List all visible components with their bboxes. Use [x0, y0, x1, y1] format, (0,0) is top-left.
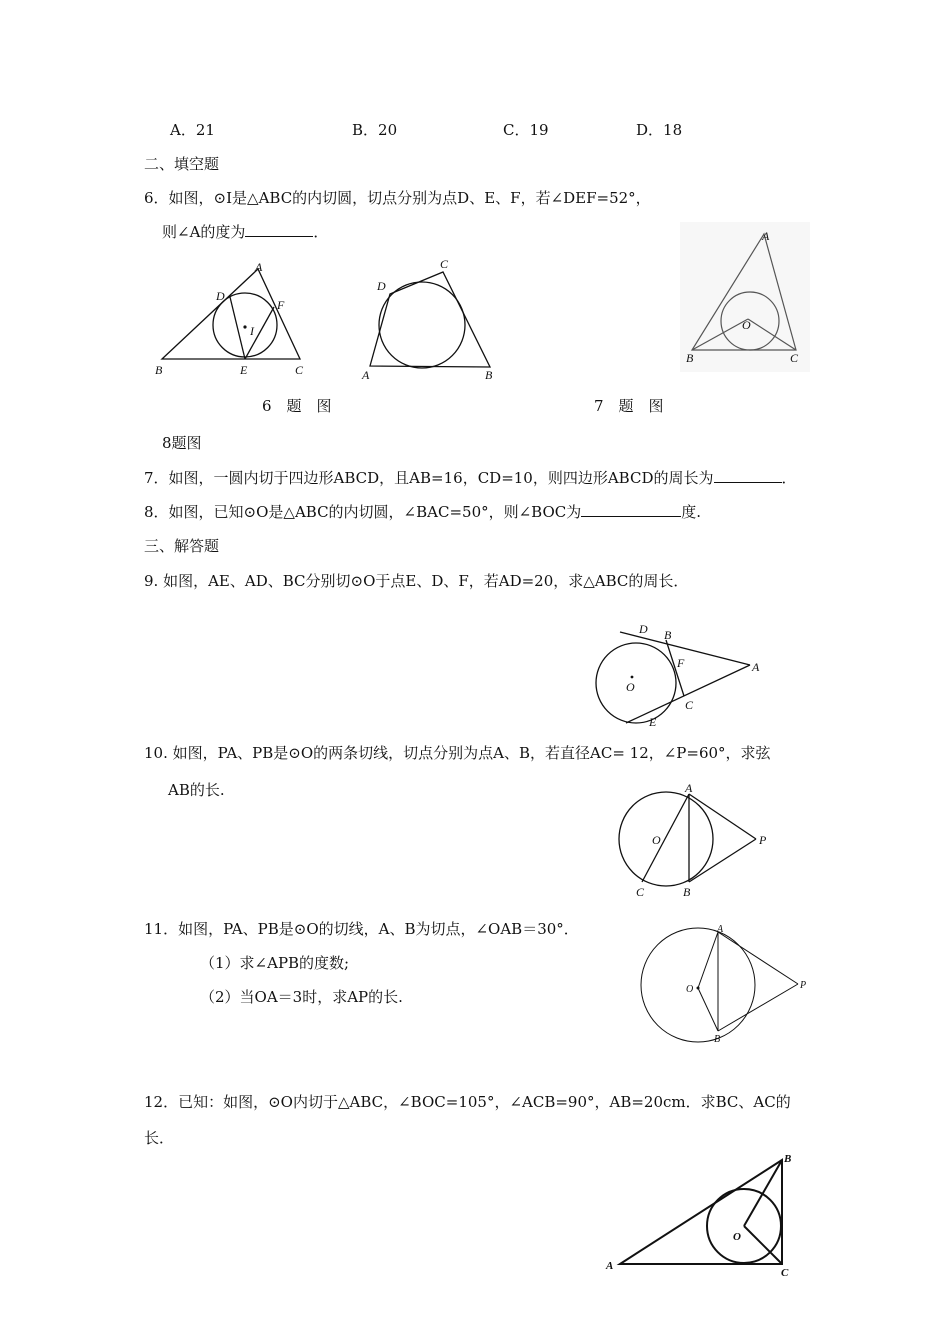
fig11-tangent-pa — [718, 932, 798, 984]
fig6a-label-i: I — [250, 324, 254, 338]
fig10-label-o: O — [652, 833, 661, 847]
figure-11 — [630, 918, 820, 1050]
fig10-circle — [619, 792, 713, 886]
q10-line1: 10. 如图，PA、PB是⊙O的两条切线，切点分别为点A、B，若直径AC= 12，∠P=60°，求弦 — [144, 744, 771, 762]
figure-10 — [610, 782, 780, 902]
q12-line2: 长． — [144, 1129, 175, 1147]
fig9-center-dot — [631, 676, 634, 679]
option-b: B．20 — [352, 121, 398, 139]
fig11-label-b: B — [714, 1034, 721, 1045]
fig6a-label-b: B — [155, 363, 163, 377]
fig10-tangent-pa — [689, 794, 756, 839]
q11-line1: 11．如图，PA、PB是⊙O的切线，A、B为切点，∠OAB＝30°． — [144, 920, 579, 938]
fig9-label-c: C — [685, 698, 694, 712]
fig8-label-b: B — [686, 351, 694, 365]
fig9-label-f: F — [677, 656, 685, 670]
q12-line1: 12．已知：如图，⊙O内切于△ABC，∠BOC=105°，∠ACB=90°，AB=20cm．求BC、AC的 — [144, 1093, 791, 1111]
fig12-label-b: B — [784, 1153, 792, 1165]
option-c: C．19 — [503, 121, 549, 139]
q7-answer-blank — [714, 468, 782, 483]
fig9-label-o: O — [626, 680, 635, 694]
option-d: D．18 — [636, 121, 683, 139]
fig6a-label-d: D — [216, 289, 225, 303]
q8-answer-blank — [581, 502, 681, 517]
fig10-label-p: P — [759, 833, 767, 847]
figure-6a — [150, 255, 320, 380]
fig8-caption: 8题图 — [162, 434, 202, 452]
section-fill-heading: 二、填空题 — [144, 155, 220, 173]
q10-line2: AB的长. — [168, 781, 225, 799]
fig12-triangle — [620, 1160, 782, 1264]
fig9-circle — [596, 643, 676, 723]
fig9-label-e: E — [649, 715, 657, 729]
fig12-line-ob — [744, 1160, 782, 1226]
fig9-label-a: A — [752, 660, 760, 674]
fig7-quadrilateral — [370, 272, 490, 367]
fig7-incircle — [379, 282, 465, 368]
fig10-diameter-ac — [642, 794, 689, 882]
q6-line2-text: 则∠A的度为 — [162, 223, 246, 241]
fig10-label-c: C — [636, 885, 645, 899]
fig6a-label-f: F — [277, 298, 285, 312]
fig11-label-p: P — [800, 980, 807, 991]
fig6a-label-c: C — [295, 363, 304, 377]
fig7-label-d: D — [377, 279, 386, 293]
fig11-label-a: A — [717, 924, 724, 935]
fig11-tangent-pb — [718, 984, 798, 1031]
fig8-label-a: A — [762, 229, 770, 243]
option-a: A．21 — [170, 121, 215, 139]
q11-part1: （1）求∠APB的度数; — [200, 954, 350, 972]
fig6a-center-dot — [243, 325, 246, 328]
fig6a-label-a: A — [255, 260, 263, 274]
fig12-label-o: O — [733, 1231, 741, 1243]
figure-12 — [600, 1150, 805, 1280]
section-solve-heading: 三、解答题 — [144, 537, 220, 555]
fig7-label-c: C — [440, 257, 449, 271]
fig11-center-dot — [697, 987, 700, 990]
q7-end: ． — [781, 469, 797, 487]
fig6a-line-de — [230, 297, 245, 359]
figure-9 — [590, 615, 770, 735]
fig9-tangent-ad — [620, 632, 750, 665]
figure-8 — [680, 222, 810, 372]
fig7-label-b: B — [485, 368, 493, 382]
fig6a-label-e: E — [240, 363, 248, 377]
figure-7 — [355, 255, 505, 385]
fig7-label-a: A — [362, 368, 370, 382]
fig8-label-o: O — [742, 318, 751, 332]
fig9-label-d: D — [639, 622, 648, 636]
q9-text: 9. 如图，AE、AD、BC分别切⊙O于点E、D、F，若AD=20，求△ABC的周长． — [144, 572, 689, 590]
fig8-label-c: C — [790, 351, 799, 365]
q8-line — [144, 502, 701, 522]
q11-part2: （2）当OA＝3时，求AP的长. — [200, 988, 403, 1006]
q7-text: 7．如图，一圆内切于四边形ABCD，且AB=16，CD=10，则四边形ABCD的周长为 — [144, 469, 714, 487]
fig6-caption: 6 题 图 — [262, 397, 332, 415]
fig10-label-a: A — [685, 781, 693, 795]
fig7-caption: 7 题 图 — [594, 397, 664, 415]
q6-answer-blank — [245, 222, 313, 237]
fig11-label-o: O — [686, 984, 694, 995]
fig10-tangent-pb — [689, 839, 756, 882]
fig9-tangent-ae — [626, 665, 750, 723]
q7-line — [144, 468, 797, 488]
q6-line2 — [162, 222, 328, 242]
fig10-label-b: B — [683, 885, 691, 899]
q8-text: 8．如图，已知⊙O是△ABC的内切圆，∠BAC=50°，则∠BOC为 — [144, 503, 582, 521]
fig12-label-a: A — [606, 1260, 614, 1272]
fig11-radius-oa — [698, 932, 718, 988]
q8-end: 度. — [681, 503, 702, 521]
q6-line2-end: ． — [313, 223, 329, 241]
fig6a-triangle — [162, 269, 300, 359]
fig9-label-b: B — [664, 628, 672, 642]
q6-line1: 6．如图，⊙I是△ABC的内切圆，切点分别为点D、E、F，若∠DEF=52°， — [144, 189, 651, 207]
fig11-radius-ob — [698, 988, 718, 1031]
fig12-label-c: C — [781, 1267, 789, 1279]
